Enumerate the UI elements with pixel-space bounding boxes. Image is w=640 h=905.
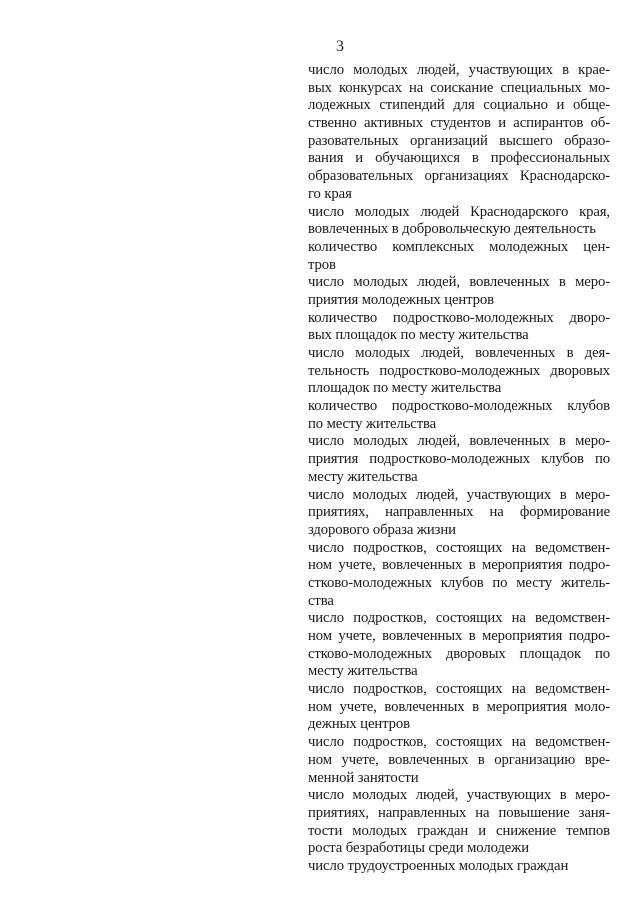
indicator-line: тельность подростково-молодежных дворовых xyxy=(308,362,610,379)
indicator-line: дежных центров xyxy=(308,716,410,733)
page-number: 3 xyxy=(336,38,344,55)
indicator-line: ном учете, вовлеченных в мероприятия подро- xyxy=(308,557,610,574)
indicator-line: стково-молодежных клубов по месту житель- xyxy=(308,574,610,591)
indicator-line: число молодых людей, участвующих в меро- xyxy=(308,787,610,804)
indicator-list xyxy=(308,62,610,876)
indicator-line: вых конкурсах на соискание специальных мо- xyxy=(308,79,610,96)
indicator-item xyxy=(308,610,610,681)
indicator-line: количество подростково-молодежных дворо- xyxy=(308,309,610,326)
indicator-item xyxy=(308,540,610,611)
indicator-line: количество подростково-молодежных клубов xyxy=(308,398,610,415)
indicator-line: число молодых людей, вовлеченных в меро- xyxy=(308,433,610,450)
indicator-line: ном учете, вовлеченных в мероприятия подро- xyxy=(308,628,610,644)
indicator-item xyxy=(308,274,610,309)
indicator-line: лодежных стипендий для социально и обще- xyxy=(308,97,610,114)
indicator-item xyxy=(308,858,610,876)
indicator-line: число подростков, состоящих на ведомствен- xyxy=(308,610,610,627)
indicator-line: роста безработицы среди молодежи xyxy=(308,840,529,857)
indicator-item xyxy=(308,345,610,398)
indicator-line: ном учете, вовлеченных в организацию вре- xyxy=(308,751,610,768)
indicator-line: ственно активных студентов и аспирантов об- xyxy=(308,115,610,132)
indicator-line: приятиях, направленных на формирование xyxy=(308,504,610,521)
indicator-item xyxy=(308,310,610,345)
indicator-line: по месту жительства xyxy=(308,415,437,432)
indicator-item xyxy=(308,681,610,734)
indicator-line: площадок по месту жительства xyxy=(308,380,502,397)
indicator-item xyxy=(308,787,610,858)
indicator-line: разовательных организаций высшего образо- xyxy=(308,132,610,149)
indicator-line: число молодых людей, вовлеченных в меро- xyxy=(308,274,610,291)
indicator-line: стково-молодежных дворовых площадок по xyxy=(308,645,610,662)
indicator-line: го края xyxy=(308,185,352,202)
indicator-line: месту жительства xyxy=(308,663,418,680)
indicator-line: образовательных организациях Краснодарско- xyxy=(308,168,610,185)
indicator-line: ном учете, вовлеченных в мероприятия моло- xyxy=(308,698,610,715)
indicator-line: тости молодых граждан и снижение темпов xyxy=(308,822,610,839)
indicator-line: вания и обучающихся в профессиональных xyxy=(308,150,610,167)
indicator-line: ства xyxy=(308,592,334,609)
indicator-line: количество комплексных молодежных цен- xyxy=(308,238,610,255)
indicator-item xyxy=(308,204,610,239)
indicator-line: число подростков, состоящих на ведомствен- xyxy=(308,734,610,751)
indicator-line: число трудоустроенных молодых граждан xyxy=(308,857,569,874)
indicator-line: число молодых людей, вовлеченных в дея- xyxy=(308,345,610,361)
indicator-line: вых площадок по месту жительства xyxy=(308,327,529,344)
indicator-line: число подростков, состоящих на ведомствен- xyxy=(308,681,610,698)
indicator-line: приятия молодежных центров xyxy=(308,291,494,308)
indicator-line: здорового образа жизни xyxy=(308,521,456,538)
indicator-item xyxy=(308,734,610,787)
indicator-line: менной занятости xyxy=(308,769,419,786)
indicator-item xyxy=(308,433,610,486)
indicator-line: число подростков, состоящих на ведомствен- xyxy=(308,539,610,556)
indicator-line: вовлеченных в добровольческую деятельность xyxy=(308,221,596,238)
indicator-line: месту жительства xyxy=(308,468,418,485)
indicator-line: приятиях, направленных на повышение заня- xyxy=(308,804,610,821)
indicator-item xyxy=(308,239,610,274)
indicator-line: число молодых людей, участвующих в меро- xyxy=(308,486,610,503)
indicator-line: число молодых людей Краснодарского края, xyxy=(308,203,610,220)
indicator-line: тров xyxy=(308,256,336,273)
indicator-line: число молодых людей, участвующих в крае- xyxy=(308,62,610,78)
indicator-item xyxy=(308,398,610,433)
indicator-line: приятия подростково-молодежных клубов по xyxy=(308,451,610,468)
indicator-item xyxy=(308,487,610,540)
indicator-item xyxy=(308,62,610,204)
